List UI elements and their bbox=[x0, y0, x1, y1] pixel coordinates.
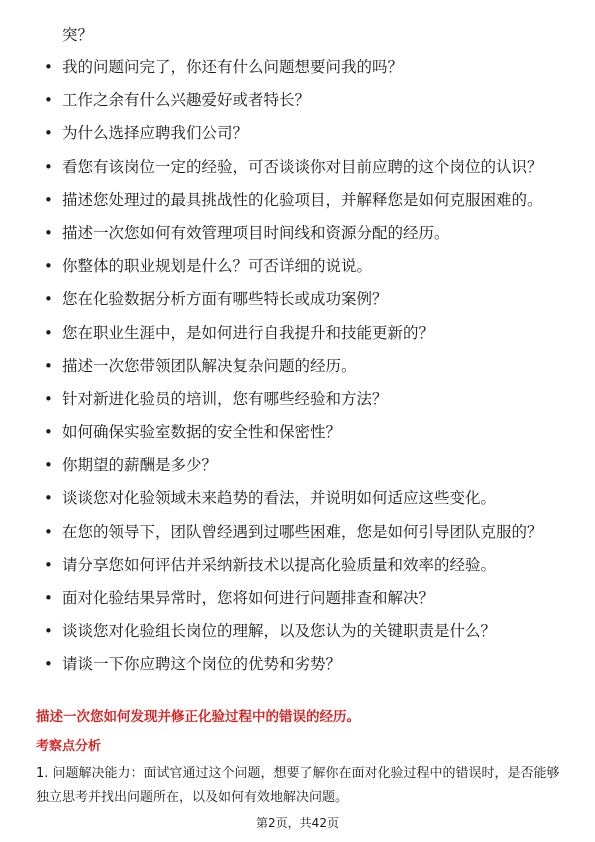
question-text: 在您的领导下，团队曾经遇到过哪些困难，您是如何引导团队克服的？ bbox=[62, 522, 543, 541]
list-item bbox=[0, 388, 595, 411]
bullet-icon: • bbox=[44, 58, 53, 76]
list-item bbox=[0, 653, 595, 676]
question-text: 谈谈您对化验组长岗位的理解，以及您认为的关键职责是什么？ bbox=[62, 622, 497, 641]
list-item bbox=[0, 322, 595, 345]
question-text: 针对新进化验员的培训，您有哪些经验和方法？ bbox=[62, 389, 388, 408]
question-text: 你期望的薪酬是多少？ bbox=[62, 456, 218, 475]
bullet-icon: • bbox=[44, 456, 53, 475]
list-item bbox=[0, 56, 595, 79]
question-text: 我的问题问完了，你还有什么问题想要问我的吗？ bbox=[62, 58, 404, 76]
bullet-icon: • bbox=[44, 190, 53, 209]
list-item bbox=[0, 288, 595, 311]
list-item bbox=[0, 487, 595, 510]
bullet-icon: • bbox=[44, 489, 53, 508]
question-text: 描述一次您带领团队解决复杂问题的经历。 bbox=[62, 356, 357, 375]
question-text: 请谈一下你应聘这个岗位的优势和劣势？ bbox=[62, 655, 342, 674]
bullet-icon: • bbox=[44, 356, 53, 375]
bullet-icon: • bbox=[44, 290, 53, 309]
question-text: 你整体的职业规划是什么？可否详细的说说。 bbox=[62, 257, 373, 276]
question-text: 描述一次您如何有效管理项目时间线和资源分配的经历。 bbox=[62, 223, 450, 242]
bullet-icon: • bbox=[44, 91, 53, 110]
section-heading: 考察点分析 bbox=[36, 739, 102, 754]
bullet-icon: • bbox=[44, 223, 53, 242]
list-item bbox=[0, 89, 595, 112]
list-item bbox=[0, 156, 595, 179]
question-text: 面对化验结果异常时，您将如何进行问题排查和解决？ bbox=[62, 589, 435, 607]
list-item bbox=[0, 454, 595, 477]
list-item bbox=[0, 355, 595, 378]
bullet-icon: • bbox=[44, 389, 53, 408]
list-item bbox=[0, 421, 595, 444]
page-footer: 第2页，共42页 bbox=[256, 816, 339, 830]
question-text: 您在化验数据分析方面有哪些特长或成功案例？ bbox=[62, 290, 388, 309]
question-text: 谈谈您对化验领域未来趋势的看法，并说明如何适应这些变化。 bbox=[62, 489, 497, 508]
question-text: 看您有该岗位一定的经验，可否谈谈你对目前应聘的这个岗位的认识？ bbox=[62, 157, 543, 176]
bullet-icon: • bbox=[44, 257, 53, 276]
bullet-icon: • bbox=[44, 655, 53, 674]
list-item bbox=[0, 620, 595, 643]
analysis-paragraph: 1. 问题解决能力：面试官通过这个问题，想要了解你在面对化验过程中的错误时，是否能够独立思考并找出问题所在，以及如何有效地解决问题。 bbox=[36, 766, 560, 805]
bullet-icon: • bbox=[44, 589, 53, 607]
highlight-question: 描述一次您如何发现并修正化验过程中的错误的经历。 bbox=[36, 709, 360, 725]
bullet-icon: • bbox=[44, 323, 53, 342]
list-item bbox=[0, 122, 595, 145]
question-text: 描述您处理过的最具挑战性的化验项目，并解释您是如何克服困难的。 bbox=[62, 190, 543, 209]
continued-text: 突？ bbox=[62, 26, 94, 44]
bullet-icon: • bbox=[44, 423, 53, 442]
list-item bbox=[0, 521, 595, 544]
list-item bbox=[0, 222, 595, 245]
list-item bbox=[0, 587, 595, 610]
bullet-icon: • bbox=[44, 555, 53, 574]
question-text: 如何确保实验室数据的安全性和保密性？ bbox=[62, 423, 342, 442]
bullet-icon: • bbox=[44, 124, 53, 143]
list-item bbox=[0, 255, 595, 278]
question-list bbox=[0, 56, 595, 687]
question-text: 您在职业生涯中，是如何进行自我提升和技能更新的？ bbox=[62, 323, 435, 342]
bullet-icon: • bbox=[44, 622, 53, 641]
question-text: 请分享您如何评估并采纳新技术以提高化验质量和效率的经验。 bbox=[62, 555, 497, 574]
list-item bbox=[0, 554, 595, 577]
list-item bbox=[0, 189, 595, 212]
question-text: 为什么选择应聘我们公司？ bbox=[62, 124, 249, 143]
bullet-icon: • bbox=[44, 522, 53, 541]
question-text: 工作之余有什么兴趣爱好或者特长？ bbox=[62, 91, 311, 110]
bullet-icon: • bbox=[44, 157, 53, 176]
